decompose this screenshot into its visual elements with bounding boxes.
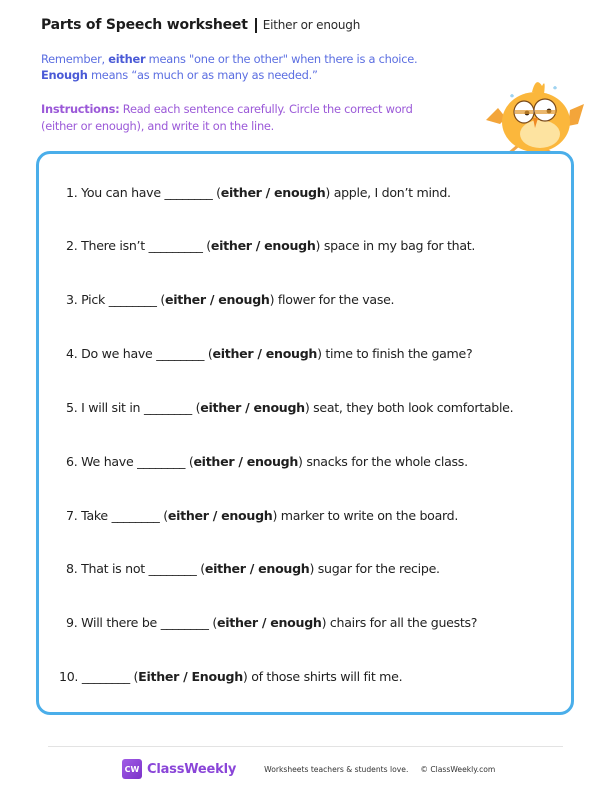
answer-blank[interactable]: ________ [148,561,197,576]
footer-tagline: Worksheets teachers & students love. [264,764,409,774]
question-text-after: ) flower for the vase. [269,292,395,307]
question-item-6: 6. We have ________ (either / enough) snacks for the whole class. [66,454,468,469]
question-text-after: ) chairs for all the guests? [321,615,478,630]
page-title: Parts of Speech worksheet [41,17,248,33]
answer-blank[interactable]: ________ [160,615,209,630]
question-text-after: ) time to finish the game? [317,346,473,361]
question-text-before: That is not [81,561,149,576]
question-number: 8. [66,561,78,576]
question-text-after: ) apple, I don’t mind. [325,185,451,200]
question-text-after: ) of those shirts will fit me. [242,669,403,684]
answer-blank[interactable]: ________ [143,400,192,415]
answer-choices[interactable]: either / enough [220,185,326,200]
definition-enough [41,67,417,83]
question-text-after: ) snacks for the whole class. [298,454,468,469]
question-text-before: Do we have [81,346,157,361]
question-item-5: 5. I will sit in ________ (either / enough) seat, they both look comfortable. [66,400,514,415]
question-text-after: ) marker to write on the board. [272,508,459,523]
footer-divider [48,746,563,747]
question-number: 9. [66,615,78,630]
answer-choices[interactable]: either / enough [217,615,322,630]
question-item-2: 2. There isn’t _________ (either / enough) space in my bag for that. [66,238,476,253]
definition-prefix: Remember, [41,52,109,66]
answer-choices[interactable]: either / enough [204,561,310,576]
definition-term-enough: Enough [41,68,88,82]
question-number: 6. [66,454,78,469]
definition-text-enough: means “as much or as many as needed.” [87,68,318,82]
question-number: 7. [66,508,78,523]
instructions [41,101,441,135]
question-item-3: 3. Pick ________ (either / enough) flower for the vase. [66,292,395,307]
answer-choices[interactable]: either / enough [165,292,270,307]
answer-blank[interactable]: ________ [137,454,186,469]
question-number: 5. [66,400,78,415]
definition-either [41,51,417,67]
question-number: 2. [66,238,78,253]
footer [122,759,495,779]
cartoon-bird-icon [480,68,590,160]
classweekly-logo-icon: CW [122,759,142,779]
answer-blank[interactable]: ________ [108,292,157,307]
brand-name: ClassWeekly [147,761,237,777]
definition-note [41,51,417,83]
answer-choices[interactable]: Either / Enough [138,669,243,684]
page-subtitle: Either or enough [262,18,361,32]
footer-copyright: © ClassWeekly.com [420,764,496,774]
definition-text-either: means "one or the other" when there is a choice. [145,52,418,66]
question-text-before: We have [81,454,138,469]
question-text-before: Pick [81,292,109,307]
instructions-text: Read each sentence carefully. Circle the correct word (either or enough), and write it on the line. [41,102,413,133]
instructions-label: Instructions: [41,102,120,116]
answer-blank[interactable]: ________ [156,346,205,361]
question-item-4: 4. Do we have ________ (either / enough) time to finish the game? [66,346,473,361]
question-text-before: I will sit in [81,400,144,415]
question-number: 4. [66,346,78,361]
question-text-before: There isn’t [81,238,149,253]
question-item-9: 9. Will there be ________ (either / enough) chairs for all the guests? [66,615,478,630]
answer-choices[interactable]: either / enough [210,238,316,253]
answer-blank[interactable]: ________ [111,508,160,523]
answer-choices[interactable]: either / enough [212,346,318,361]
answer-blank[interactable]: ________ [81,669,130,684]
question-text-after: ) sugar for the recipe. [309,561,440,576]
title-divider [255,18,257,33]
answer-blank[interactable]: ________ [164,185,213,200]
question-text-before: Take [81,508,112,523]
questions-card [36,151,574,715]
answer-choices[interactable]: either / enough [167,508,273,523]
question-number: 1. [66,185,78,200]
question-text-before: Will there be [81,615,161,630]
answer-blank[interactable]: _________ [148,238,203,253]
question-text-after: ) space in my bag for that. [315,238,476,253]
question-number: 10. [59,669,79,684]
question-item-7: 7. Take ________ (either / enough) marker to write on the board. [66,508,459,523]
definition-term-either: either [108,52,146,66]
question-number: 3. [66,292,78,307]
question-item-1: 1. You can have ________ (either / enough) apple, I don’t mind. [66,185,451,200]
answer-choices[interactable]: either / enough [200,400,305,415]
question-text-before: You can have [81,185,165,200]
question-text-after: ) seat, they both look comfortable. [304,400,514,415]
question-item-10: 10. ________ (Either / Enough) of those shirts will fit me. [59,669,403,684]
question-item-8: 8. That is not ________ (either / enough) sugar for the recipe. [66,561,440,576]
worksheet-header [41,17,360,33]
answer-choices[interactable]: either / enough [193,454,299,469]
